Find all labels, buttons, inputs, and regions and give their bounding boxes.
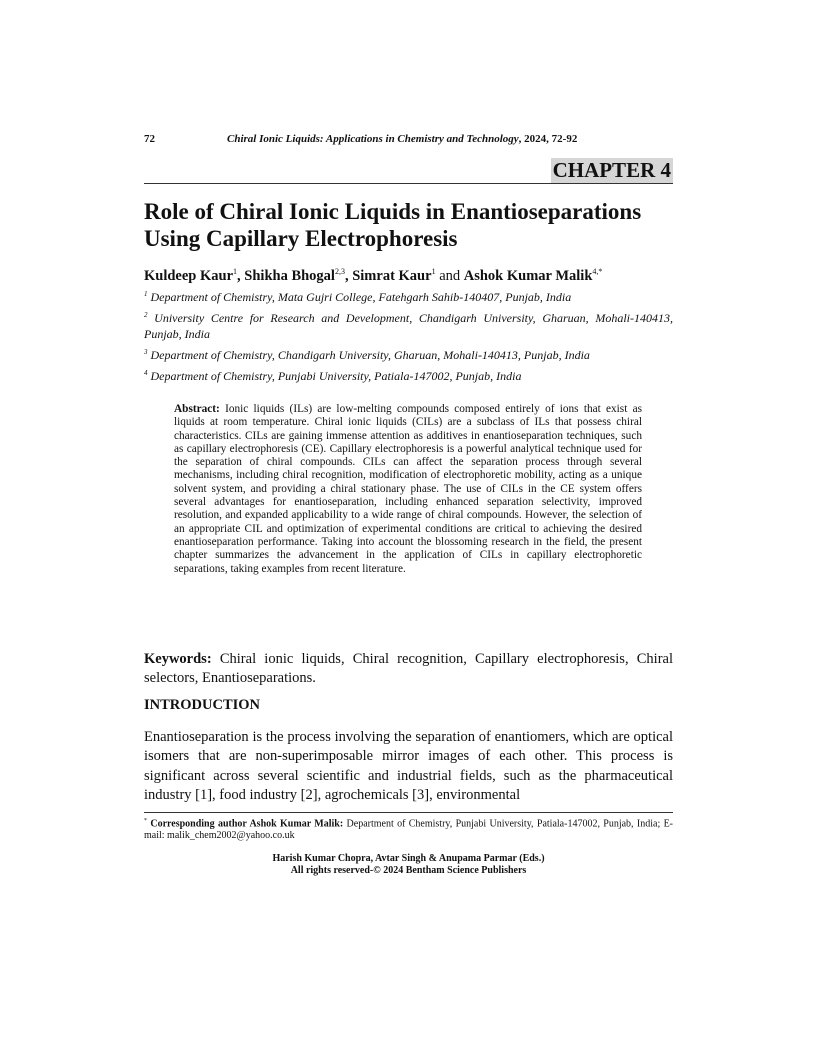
editors-line: Harish Kumar Chopra, Avtar Singh & Anupama Parmar (Eds.) — [272, 853, 545, 864]
footnote-marker: * — [144, 818, 147, 824]
corresponding-author-footnote — [144, 815, 673, 842]
abstract-label: Abstract: — [174, 403, 220, 415]
author-name: Ashok Kumar Malik — [463, 267, 593, 284]
author-name: Simrat Kaur — [352, 267, 432, 284]
publisher-notice — [144, 853, 673, 877]
abstract — [174, 403, 642, 576]
footnote-rule — [144, 812, 673, 813]
author-affil-sup: 1 — [431, 267, 436, 276]
chapter-title — [144, 198, 673, 252]
author-list — [144, 263, 673, 285]
affiliation-item — [144, 365, 673, 384]
affiliation-item — [144, 344, 673, 363]
affiliation-sup: 4 — [144, 369, 148, 377]
page-number: 72 — [144, 133, 155, 145]
chapter-title-line-1: Role of Chiral Ionic Liquids in Enantioseparations — [144, 199, 642, 224]
affiliation-text: Department of Chemistry, Mata Gujri College, Fatehgarh Sahib-140407, Punjab, India — [150, 290, 572, 304]
author-name: Shikha Bhogal — [244, 267, 335, 284]
author-affil-sup: 1 — [233, 267, 238, 276]
journal-year-pages: , 2024, 72-92 — [518, 133, 578, 145]
chapter-title-line-2: Using Capillary Electrophoresis — [144, 226, 458, 251]
affiliation-sup: 2 — [144, 311, 148, 319]
abstract-text: Ionic liquids (ILs) are low-melting compounds composed entirely of ions that exist as liquids at room temperature. Chiral ionic liquids (CILs) are a subclass of ILs that possess chiral characteristics. CILs are gaining immense attention as additives in enantioseparation techniques, such as capillary electrophoresis (CE). Capillary electrophoresis is a powerful analytical technique used for the separation of chiral compounds. CILs can affect the separation process through several mechanisms, including chiral recognition, modification of electrophoretic mobility, acting as a unique solvent system, and providing a chiral stationary phase. The use of CILs in the CE system offers several advantages for enantioseparation, including enhanced separation selectivity, improved resolution, and expanded applicability to a wide range of chiral compounds. However, the selection of an appropriate CIL and optimization of experimental conditions are critical to achieving the desired enantioseparation performance. Taking into account the blossoming research in the field, the present chapter summarizes the advancement in the application of CILs in capillary electrophoretic separations, taking examples from recent literature. — [174, 403, 643, 575]
affiliation-text: University Centre for Research and Development, Chandigarh University, Gharuan, Mohali-140413, Punjab, India — [144, 311, 674, 341]
author-separator: , — [344, 267, 353, 284]
affiliation-list — [144, 286, 673, 386]
affiliation-text: Department of Chemistry, Punjabi University, Patiala-147002, Punjab, India — [150, 369, 522, 383]
keywords-text: Chiral ionic liquids, Chiral recognition, Capillary electrophoresis, Chiral selectors, Enantioseparations. — [144, 651, 673, 686]
chapter-label: CHAPTER 4 — [552, 158, 671, 182]
keywords-label: Keywords: — [144, 651, 212, 667]
introduction-paragraph: Enantioseparation is the process involving the separation of enantiomers, which are optical isomers that are non-superimposable mirror images of each other. This process is significant across several scientific and industrial fields, such as the pharmaceutical industry [1], food industry [2], agrochemicals [3], environmental — [144, 729, 673, 803]
author-name: Kuldeep Kaur — [144, 267, 234, 284]
author-affil-sup: 2,3 — [334, 267, 345, 276]
rights-line: All rights reserved-© 2024 Bentham Science Publishers — [290, 865, 527, 876]
section-heading-introduction: INTRODUCTION — [144, 697, 261, 713]
keywords — [144, 650, 673, 688]
affiliation-item — [144, 286, 673, 305]
affiliation-sup: 1 — [144, 290, 148, 298]
author-separator: , — [237, 267, 245, 284]
affiliation-sup: 3 — [144, 348, 148, 356]
author-conjunction: and — [435, 267, 464, 284]
affiliation-item — [144, 307, 673, 342]
footnote-text: Department of Chemistry, Punjabi University, Patiala-147002, Punjab, India; E-mail: malik_chem2002@yahoo.co.uk — [144, 818, 674, 842]
footnote-label: Corresponding author Ashok Kumar Malik: — [150, 818, 344, 830]
header-rule — [144, 183, 673, 184]
affiliation-text: Department of Chemistry, Chandigarh University, Gharuan, Mohali-140413, Punjab, India — [150, 348, 590, 362]
author-affil-sup: 4,* — [592, 267, 603, 276]
journal-citation — [227, 133, 577, 145]
journal-title: Chiral Ionic Liquids: Applications in Chemistry and Technology — [227, 133, 519, 145]
